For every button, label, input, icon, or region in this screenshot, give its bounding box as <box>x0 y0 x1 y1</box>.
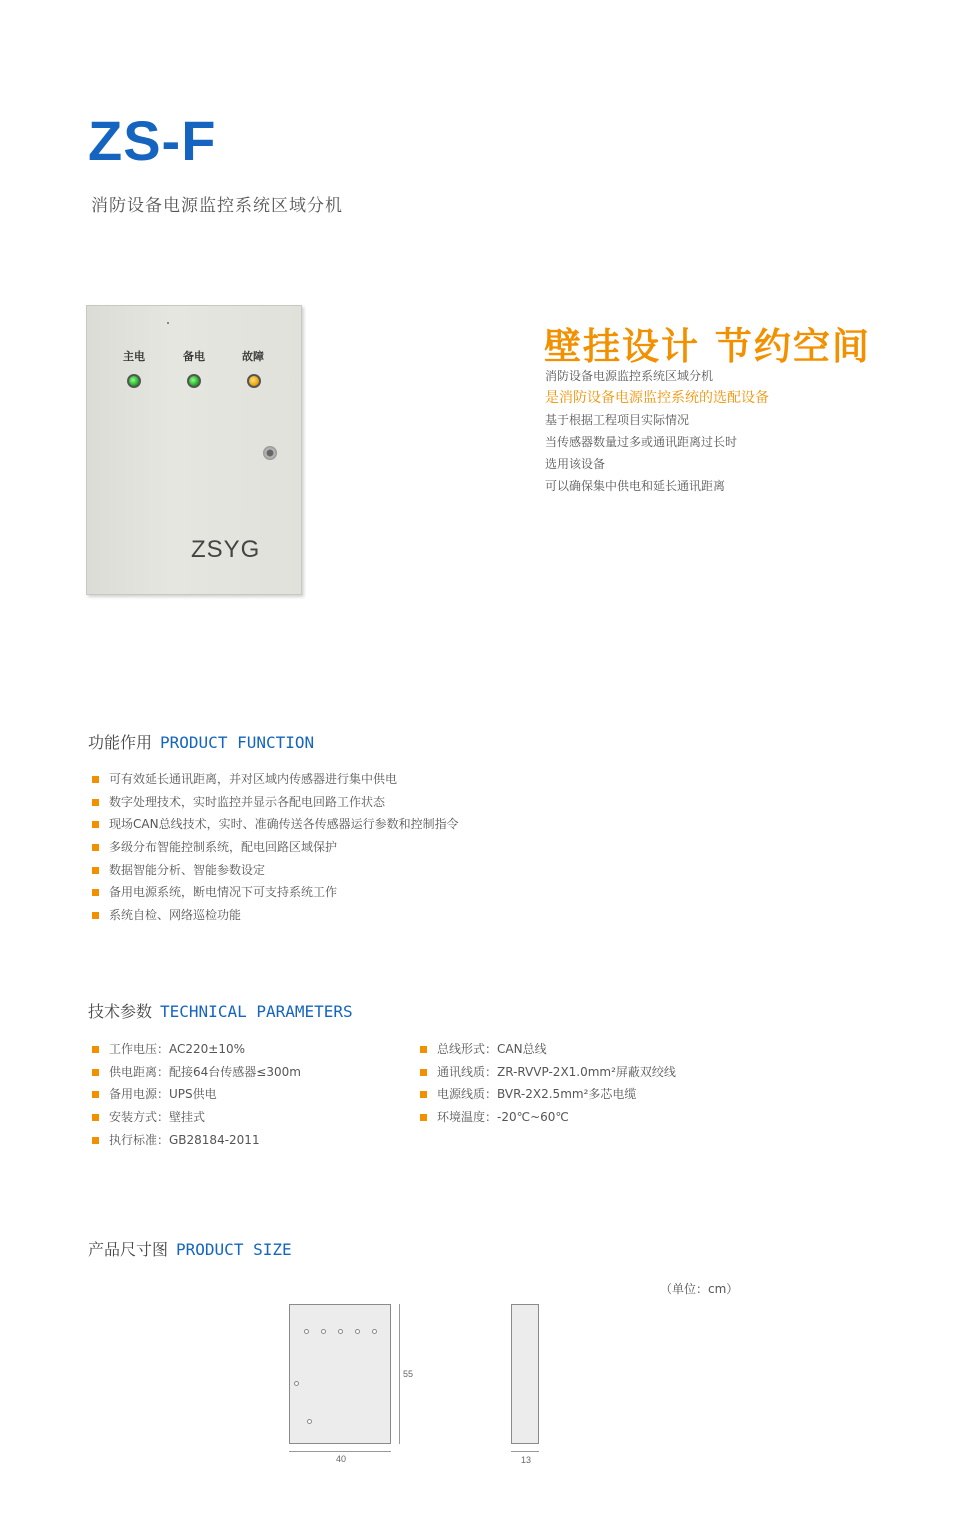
indicator-hole-icon <box>338 1329 343 1334</box>
height-value: 55 <box>403 1369 414 1379</box>
bullet-icon <box>92 1137 99 1144</box>
indicator-hole-icon <box>355 1329 360 1334</box>
list-item: 环境温度：-20℃~60℃ <box>419 1106 676 1129</box>
list-item: 安装方式：壁挂式 <box>91 1106 301 1129</box>
function-title-cn: 功能作用 <box>88 733 153 752</box>
main-power-led-icon <box>127 374 141 388</box>
list-item: 通讯线质：ZR-RVVP-2X1.0mm²屏蔽双绞线 <box>419 1061 676 1084</box>
width-dimension-line <box>289 1451 391 1452</box>
intro-line: 选用该设备 <box>545 457 606 471</box>
intro-text <box>545 365 769 497</box>
device-photo <box>86 305 302 595</box>
list-item: 执行标准：GB28184-2011 <box>91 1129 301 1152</box>
indicator-hole-icon <box>304 1329 309 1334</box>
bullet-icon <box>420 1046 427 1053</box>
list-item: 可有效延长通讯距离，并对区域内传感器进行集中供电 <box>91 768 459 791</box>
slogan: 壁挂设计 节约空间 <box>544 325 871 368</box>
list-item: 多级分布智能控制系统，配电回路区域保护 <box>91 836 459 859</box>
intro-line: 可以确保集中供电和延长通讯距离 <box>545 479 726 493</box>
screw-hole-icon <box>307 1419 312 1424</box>
fault-led-icon <box>247 374 261 388</box>
params-left-list <box>91 1038 301 1151</box>
unit-label: （单位：cm） <box>660 1282 739 1296</box>
bullet-icon <box>92 844 99 851</box>
bullet-icon <box>420 1114 427 1121</box>
list-item: 现场CAN总线技术，实时、准确传送各传感器运行参数和控制指令 <box>91 813 459 836</box>
bullet-icon <box>92 1091 99 1098</box>
indicator-hole-icon <box>372 1329 377 1334</box>
function-list <box>91 768 459 927</box>
bullet-icon <box>92 889 99 896</box>
bullet-icon <box>92 1114 99 1121</box>
bullet-icon <box>420 1069 427 1076</box>
screw-dot <box>167 322 169 324</box>
function-heading <box>88 730 314 753</box>
size-title-cn: 产品尺寸图 <box>88 1240 169 1259</box>
indicator-hole-icon <box>321 1329 326 1334</box>
label-backup-power: 备电 <box>183 350 205 363</box>
bullet-icon <box>92 912 99 919</box>
list-item: 电源线质：BVR-2X2.5mm²多芯电缆 <box>419 1083 676 1106</box>
front-view-drawing <box>289 1304 391 1444</box>
product-model: ZS-F <box>88 109 217 172</box>
label-main-power: 主电 <box>123 350 145 363</box>
height-dimension-line <box>399 1304 400 1444</box>
backup-power-led-icon <box>187 374 201 388</box>
list-item: 数字处理技术，实时监控并显示各配电回路工作状态 <box>91 791 459 814</box>
function-title-en: PRODUCT FUNCTION <box>160 733 315 752</box>
bullet-icon <box>92 1069 99 1076</box>
label-fault: 故障 <box>242 350 264 363</box>
side-view-drawing <box>511 1304 539 1444</box>
bullet-icon <box>92 1046 99 1053</box>
intro-highlight: 是消防设备电源监控系统的选配设备 <box>545 390 769 406</box>
device-brand: ZSYG <box>191 536 261 563</box>
params-right-list <box>419 1038 676 1129</box>
bullet-icon <box>92 867 99 874</box>
intro-line: 基于根据工程项目实际情况 <box>545 413 690 427</box>
intro-line: 当传感器数量过多或通讯距离过长时 <box>545 435 738 449</box>
list-item: 供电距离：配接64台传感器≤300m <box>91 1061 301 1084</box>
product-subtitle: 消防设备电源监控系统区域分机 <box>91 196 343 216</box>
bullet-icon <box>92 776 99 783</box>
size-heading <box>88 1237 292 1260</box>
lock-icon <box>263 446 277 460</box>
params-title-cn: 技术参数 <box>88 1002 153 1021</box>
list-item: 数据智能分析、智能参数设定 <box>91 859 459 882</box>
params-heading <box>88 999 353 1022</box>
depth-dimension-line <box>511 1451 539 1452</box>
depth-value: 13 <box>521 1455 532 1465</box>
lock-hole-icon <box>294 1381 299 1386</box>
bullet-icon <box>92 799 99 806</box>
params-title-en: TECHNICAL PARAMETERS <box>160 1002 353 1021</box>
intro-line: 消防设备电源监控系统区域分机 <box>545 369 714 383</box>
list-item: 备用电源：UPS供电 <box>91 1083 301 1106</box>
size-title-en: PRODUCT SIZE <box>176 1240 292 1259</box>
list-item: 总线形式：CAN总线 <box>419 1038 676 1061</box>
width-value: 40 <box>336 1454 347 1464</box>
bullet-icon <box>420 1091 427 1098</box>
list-item: 备用电源系统，断电情况下可支持系统工作 <box>91 881 459 904</box>
bullet-icon <box>92 821 99 828</box>
list-item: 工作电压：AC220±10% <box>91 1038 301 1061</box>
list-item: 系统自检、网络巡检功能 <box>91 904 459 927</box>
